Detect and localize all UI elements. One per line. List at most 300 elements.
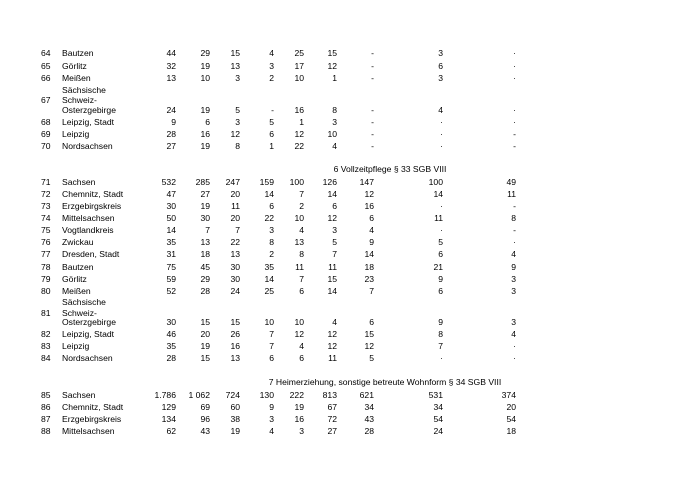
cell: 54 xyxy=(433,414,443,424)
region-name: Meißen xyxy=(62,73,91,83)
cell: 8 xyxy=(269,237,274,247)
cell: 3 xyxy=(269,414,274,424)
region-name: Mittelsachsen xyxy=(62,426,115,436)
table-row xyxy=(0,212,700,224)
cell: 2 xyxy=(269,249,274,259)
cell: 18 xyxy=(506,426,516,436)
cell: 1.786 xyxy=(154,390,176,400)
cell: 15 xyxy=(364,329,374,339)
cell: 38 xyxy=(230,414,240,424)
cell: 47 xyxy=(166,189,176,199)
cell: 20 xyxy=(506,402,516,412)
cell: 8 xyxy=(332,105,337,115)
table-row xyxy=(0,273,700,285)
cell: 2 xyxy=(299,201,304,211)
cell: 22 xyxy=(294,141,304,151)
cell: 50 xyxy=(166,213,176,223)
cell: · xyxy=(513,237,516,247)
cell: 5 xyxy=(235,105,240,115)
table-row xyxy=(0,72,700,84)
cell: 10 xyxy=(327,129,337,139)
cell: 3 xyxy=(511,286,516,296)
cell: 15 xyxy=(327,48,337,58)
cell: 16 xyxy=(230,341,240,351)
table-row xyxy=(0,188,700,200)
cell: 49 xyxy=(506,177,516,187)
region-name: Bautzen xyxy=(62,48,94,58)
cell: 724 xyxy=(225,390,240,400)
cell: 29 xyxy=(200,48,210,58)
cell: 100 xyxy=(428,177,443,187)
cell: 15 xyxy=(200,353,210,363)
cell: 4 xyxy=(332,141,337,151)
cell: - xyxy=(371,48,374,58)
cell: 4 xyxy=(332,317,337,327)
cell: 6 xyxy=(269,201,274,211)
row-number: 69 xyxy=(41,129,51,139)
cell: - xyxy=(371,105,374,115)
cell: 13 xyxy=(166,73,176,83)
cell: 11 xyxy=(328,262,337,272)
cell: 4 xyxy=(269,48,274,58)
cell: 27 xyxy=(327,426,337,436)
cell: 59 xyxy=(166,274,176,284)
cell: 69 xyxy=(200,402,210,412)
cell: 4 xyxy=(299,341,304,351)
table-row xyxy=(0,401,700,413)
row-number: 84 xyxy=(41,353,51,363)
cell: 8 xyxy=(299,249,304,259)
row-number: 75 xyxy=(41,225,51,235)
cell: 7 xyxy=(299,274,304,284)
cell: 8 xyxy=(511,213,516,223)
cell: - xyxy=(513,129,516,139)
row-number: 67 xyxy=(41,95,51,105)
cell: 1 xyxy=(299,117,304,127)
cell: 4 xyxy=(269,426,274,436)
cell: 3 xyxy=(299,426,304,436)
cell: 531 xyxy=(428,390,443,400)
cell: 5 xyxy=(369,353,374,363)
cell: 54 xyxy=(506,414,516,424)
cell: 1 xyxy=(332,73,337,83)
region-name: Dresden, Stadt xyxy=(62,249,120,259)
cell: 13 xyxy=(230,61,240,71)
cell: 12 xyxy=(327,329,337,339)
table-row xyxy=(0,389,700,401)
cell: 34 xyxy=(433,402,443,412)
cell: 10 xyxy=(200,73,210,83)
cell: 12 xyxy=(327,213,337,223)
region-name-line2: Schweiz- xyxy=(62,95,97,105)
region-name: Görlitz xyxy=(62,274,87,284)
cell: · xyxy=(513,105,516,115)
cell: 30 xyxy=(166,201,176,211)
cell: 27 xyxy=(200,189,210,199)
region-name: Görlitz xyxy=(62,61,87,71)
cell: 19 xyxy=(294,402,304,412)
cell: 14 xyxy=(327,189,337,199)
cell: 8 xyxy=(438,329,443,339)
cell: 9 xyxy=(269,402,274,412)
cell: 13 xyxy=(294,237,304,247)
cell: - xyxy=(513,201,516,211)
table-row xyxy=(0,104,700,116)
cell: 12 xyxy=(230,129,240,139)
cell: 12 xyxy=(364,189,374,199)
cell: 5 xyxy=(438,237,443,247)
region-name: Nordsachsen xyxy=(62,141,113,151)
cell: 13 xyxy=(230,249,240,259)
cell: 7 xyxy=(205,225,210,235)
cell: 3 xyxy=(511,274,516,284)
cell: 2 xyxy=(269,73,274,83)
cell: 28 xyxy=(166,353,176,363)
cell: 3 xyxy=(269,61,274,71)
cell: 27 xyxy=(166,141,176,151)
cell: 9 xyxy=(438,274,443,284)
region-name: Sachsen xyxy=(62,177,96,187)
cell: 6 xyxy=(269,353,274,363)
cell: 12 xyxy=(327,341,337,351)
cell: 11 xyxy=(231,201,240,211)
row-number: 73 xyxy=(41,201,51,211)
cell: 5 xyxy=(332,237,337,247)
table-row xyxy=(0,236,700,248)
cell: 6 xyxy=(438,61,443,71)
row-number: 64 xyxy=(41,48,51,58)
table-row xyxy=(0,47,700,59)
cell: 19 xyxy=(200,141,210,151)
table-row xyxy=(0,352,700,364)
cell: 4 xyxy=(299,225,304,235)
cell: 10 xyxy=(294,213,304,223)
table-row xyxy=(0,328,700,340)
cell: 72 xyxy=(327,414,337,424)
cell: 126 xyxy=(322,177,337,187)
cell: · xyxy=(513,61,516,71)
row-number: 66 xyxy=(41,73,51,83)
cell: 22 xyxy=(264,213,274,223)
region-name: Leipzig xyxy=(62,129,90,139)
cell: 16 xyxy=(200,129,210,139)
cell: 9 xyxy=(438,317,443,327)
cell: 9 xyxy=(171,117,176,127)
region-name: Chemnitz, Stadt xyxy=(62,189,124,199)
cell: 17 xyxy=(294,61,304,71)
cell: 130 xyxy=(259,390,274,400)
table-row xyxy=(0,140,700,152)
region-name: Mittelsachsen xyxy=(62,213,115,223)
region-name-line3: Osterzgebirge xyxy=(62,317,116,327)
cell: 24 xyxy=(230,286,240,296)
cell: 21 xyxy=(433,262,443,272)
cell: 4 xyxy=(438,105,443,115)
cell: 10 xyxy=(294,73,304,83)
cell: 6 xyxy=(205,117,210,127)
cell: 96 xyxy=(200,414,210,424)
cell: 7 xyxy=(438,341,443,351)
cell: 100 xyxy=(289,177,304,187)
cell: 11 xyxy=(507,189,516,199)
cell: 7 xyxy=(299,189,304,199)
cell: 16 xyxy=(294,414,304,424)
cell: 6 xyxy=(332,201,337,211)
region-name: Sachsen xyxy=(62,390,96,400)
cell: 62 xyxy=(166,426,176,436)
cell: 30 xyxy=(230,274,240,284)
cell: 24 xyxy=(166,105,176,115)
cell: 20 xyxy=(200,329,210,339)
region-name-line2: Schweiz- xyxy=(62,308,97,318)
cell: 7 xyxy=(269,329,274,339)
cell: 28 xyxy=(200,286,210,296)
region-name: Leipzig xyxy=(62,341,90,351)
region-name: Nordsachsen xyxy=(62,353,113,363)
region-name: Bautzen xyxy=(62,262,94,272)
cell: · xyxy=(440,117,443,127)
cell: 8 xyxy=(235,141,240,151)
row-number: 80 xyxy=(41,286,51,296)
cell: 14 xyxy=(264,274,274,284)
row-number: 70 xyxy=(41,141,51,151)
cell: 23 xyxy=(364,274,374,284)
cell: 52 xyxy=(166,286,176,296)
cell: 30 xyxy=(166,317,176,327)
cell: 15 xyxy=(200,317,210,327)
table-row xyxy=(0,116,700,128)
table-row xyxy=(0,248,700,260)
cell: · xyxy=(440,201,443,211)
cell: 35 xyxy=(264,262,274,272)
row-number: 88 xyxy=(41,426,51,436)
cell: 3 xyxy=(438,48,443,58)
cell: 3 xyxy=(511,317,516,327)
cell: 43 xyxy=(364,414,374,424)
cell: 28 xyxy=(364,426,374,436)
cell: 12 xyxy=(327,61,337,71)
cell: - xyxy=(513,225,516,235)
cell: 14 xyxy=(166,225,176,235)
table-row xyxy=(0,128,700,140)
cell: 29 xyxy=(200,274,210,284)
cell: 13 xyxy=(230,353,240,363)
cell: 15 xyxy=(230,317,240,327)
cell: 532 xyxy=(161,177,176,187)
cell: 7 xyxy=(269,341,274,351)
cell: 1 062 xyxy=(188,390,210,400)
region-name-line1: Sächsische xyxy=(62,85,106,95)
region-name-line1: Sächsische xyxy=(62,297,106,307)
cell: 35 xyxy=(166,341,176,351)
cell: 20 xyxy=(230,189,240,199)
cell: 67 xyxy=(327,402,337,412)
section-heading: 6 Vollzeitpflege § 33 SGB VIII xyxy=(333,164,447,174)
cell: 3 xyxy=(235,117,240,127)
cell: 6 xyxy=(438,286,443,296)
table-row xyxy=(0,316,700,328)
cell: 32 xyxy=(166,61,176,71)
row-number: 82 xyxy=(41,329,51,339)
cell: - xyxy=(513,141,516,151)
cell: 14 xyxy=(433,189,443,199)
cell: 11 xyxy=(328,353,337,363)
cell: 28 xyxy=(166,129,176,139)
cell: 14 xyxy=(364,249,374,259)
cell: · xyxy=(440,141,443,151)
cell: 129 xyxy=(161,402,176,412)
cell: 16 xyxy=(294,105,304,115)
cell: 10 xyxy=(264,317,274,327)
cell: 4 xyxy=(511,249,516,259)
cell: 10 xyxy=(294,317,304,327)
cell: 159 xyxy=(259,177,274,187)
cell: - xyxy=(371,129,374,139)
cell: - xyxy=(371,73,374,83)
cell: 11 xyxy=(295,262,304,272)
cell: 26 xyxy=(230,329,240,339)
cell: 9 xyxy=(369,237,374,247)
cell: 11 xyxy=(434,213,443,223)
cell: 12 xyxy=(294,329,304,339)
cell: 19 xyxy=(230,426,240,436)
cell: 6 xyxy=(369,317,374,327)
cell: 285 xyxy=(195,177,210,187)
cell: 22 xyxy=(230,237,240,247)
row-number: 81 xyxy=(41,308,51,318)
row-number: 72 xyxy=(41,189,51,199)
cell: 6 xyxy=(438,249,443,259)
cell: 30 xyxy=(200,213,210,223)
cell: 12 xyxy=(294,129,304,139)
region-name: Erzgebirgskreis xyxy=(62,414,122,424)
cell: 3 xyxy=(235,73,240,83)
cell: - xyxy=(371,61,374,71)
row-number: 77 xyxy=(41,249,51,259)
cell: 813 xyxy=(322,390,337,400)
cell: 3 xyxy=(438,73,443,83)
cell: 19 xyxy=(200,61,210,71)
cell: 4 xyxy=(369,225,374,235)
region-name: Erzgebirgskreis xyxy=(62,201,122,211)
cell: · xyxy=(440,353,443,363)
region-name: Leipzig, Stadt xyxy=(62,329,115,339)
cell: 43 xyxy=(200,426,210,436)
cell: 46 xyxy=(166,329,176,339)
row-number: 87 xyxy=(41,414,51,424)
cell: - xyxy=(371,117,374,127)
cell: 7 xyxy=(369,286,374,296)
cell: 16 xyxy=(364,201,374,211)
cell: 621 xyxy=(359,390,374,400)
cell: 1 xyxy=(269,141,274,151)
cell: 20 xyxy=(230,213,240,223)
region-name: Meißen xyxy=(62,286,91,296)
cell: 374 xyxy=(501,390,516,400)
region-name: Vogtlandkreis xyxy=(62,225,114,235)
cell: 247 xyxy=(225,177,240,187)
cell: · xyxy=(513,341,516,351)
cell: 45 xyxy=(200,262,210,272)
region-name-line3: Osterzgebirge xyxy=(62,105,116,115)
cell: · xyxy=(440,225,443,235)
cell: 3 xyxy=(332,225,337,235)
row-number: 71 xyxy=(41,177,51,187)
row-number: 85 xyxy=(41,390,51,400)
cell: 14 xyxy=(327,286,337,296)
cell: 6 xyxy=(299,286,304,296)
cell: - xyxy=(371,141,374,151)
cell: 15 xyxy=(327,274,337,284)
cell: 75 xyxy=(166,262,176,272)
cell: · xyxy=(513,48,516,58)
cell: · xyxy=(513,73,516,83)
row-number: 76 xyxy=(41,237,51,247)
cell: 7 xyxy=(332,249,337,259)
cell: 19 xyxy=(200,341,210,351)
cell: 7 xyxy=(235,225,240,235)
cell: 14 xyxy=(264,189,274,199)
section-heading: 7 Heimerziehung, sonstige betreute Wohnform § 34 SGB VIII xyxy=(268,377,502,387)
row-number: 65 xyxy=(41,61,51,71)
cell: 25 xyxy=(294,48,304,58)
cell: 134 xyxy=(161,414,176,424)
cell: 18 xyxy=(364,262,374,272)
table-row xyxy=(0,200,700,212)
cell: 4 xyxy=(511,329,516,339)
table-row xyxy=(0,425,700,437)
row-number: 79 xyxy=(41,274,51,284)
row-number: 83 xyxy=(41,341,51,351)
cell: 19 xyxy=(200,105,210,115)
cell: 18 xyxy=(200,249,210,259)
cell: 60 xyxy=(230,402,240,412)
cell: 13 xyxy=(200,237,210,247)
cell: 44 xyxy=(166,48,176,58)
table-row xyxy=(0,60,700,72)
region-name: Chemnitz, Stadt xyxy=(62,402,124,412)
table-row xyxy=(0,261,700,273)
row-number: 74 xyxy=(41,213,51,223)
cell: 34 xyxy=(364,402,374,412)
cell: 15 xyxy=(230,48,240,58)
cell: 30 xyxy=(230,262,240,272)
cell: 147 xyxy=(359,177,374,187)
row-number: 86 xyxy=(41,402,51,412)
cell: 6 xyxy=(299,353,304,363)
cell: 6 xyxy=(269,129,274,139)
cell: - xyxy=(271,105,274,115)
cell: 222 xyxy=(289,390,304,400)
region-name: Leipzig, Stadt xyxy=(62,117,115,127)
cell: · xyxy=(513,353,516,363)
cell: 9 xyxy=(511,262,516,272)
cell: · xyxy=(513,117,516,127)
table-row xyxy=(0,340,700,352)
cell: 19 xyxy=(200,201,210,211)
cell: 3 xyxy=(332,117,337,127)
cell: 3 xyxy=(269,225,274,235)
cell: · xyxy=(440,129,443,139)
cell: 5 xyxy=(269,117,274,127)
row-number: 78 xyxy=(41,262,51,272)
table-row xyxy=(0,176,700,188)
cell: 6 xyxy=(369,213,374,223)
row-number: 68 xyxy=(41,117,51,127)
table-row xyxy=(0,224,700,236)
cell: 25 xyxy=(264,286,274,296)
table-row xyxy=(0,413,700,425)
